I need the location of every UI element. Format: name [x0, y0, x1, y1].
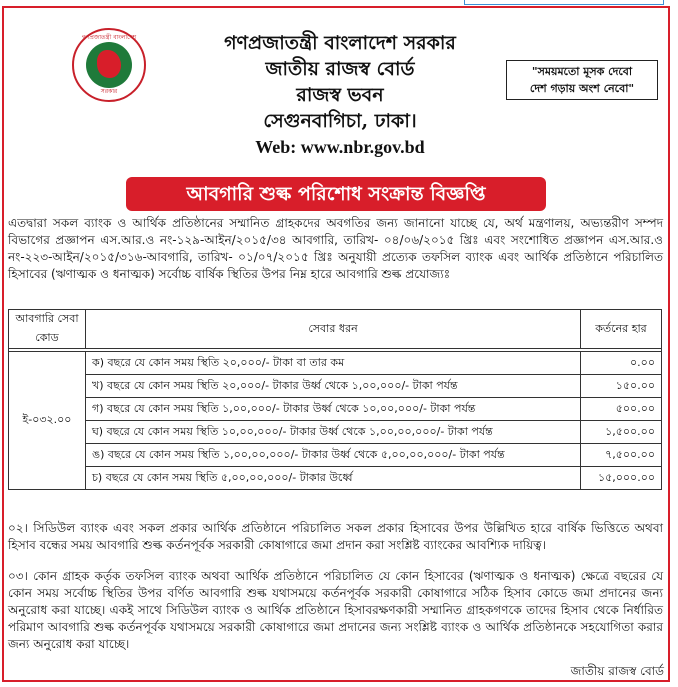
signature: জাতীয় রাজস্ব বোর্ড	[570, 664, 664, 678]
page-header	[150, 30, 530, 160]
table-row	[9, 352, 662, 375]
slogan-box	[506, 60, 658, 100]
rate-value: ০.০০	[581, 352, 662, 375]
address: সেগুনবাগিচা, ঢাকা।	[263, 110, 417, 132]
rate-value: ৫০০.০০	[581, 398, 662, 421]
table-row	[9, 398, 662, 421]
top-strip	[0, 0, 678, 5]
intro-paragraph: এতদ্বারা সকল ব্যাংক ও আর্থিক প্রতিষ্ঠানের সম্মানিত গ্রাহকদের অবগতির জন্য জানানো যাচ্ছে যে, অর্থ মন্ত্রণালয়, অভ্যন্তরীণ সম্পদ বিভাগের প্রজ্ঞাপন এস.আর.ও নং-১২৯-আইন/২০১৫/৩৪ আবগারি, তারিখ- ০৪/০৬/২০১৫ খ্রিঃ এবং সংশোধিত প্রজ্ঞাপন এস.আর.ও নং-২২৩-আইন/২০১৫/৩১৬-আবগারি, তারিখ- ০১/০৭/২০১৫ খ্রিঃ অনুযায়ী প্রত্যেক তফসিল ব্যাংক এবং আর্থিক প্রতিষ্ঠানে পরিচালিত হিসাবের (ঋণাত্মক ও ধনাত্মক) সর্বোচ্চ বার্ষিক স্থিতির উপর নিম্ন হারে আবগারি শুল্ক প্রযোজ্যঃ	[8, 216, 663, 281]
service-type: খ) বছরে যে কোন সময় স্থিতি ২০,০০০/- টাকার উর্ধ্ব থেকে ১,০০,০০০/- টাকা পর্যন্ত	[86, 375, 581, 398]
table-header-row	[9, 310, 662, 349]
seal-bottom-text: সরকার	[100, 88, 118, 95]
service-type: ঘ) বছরে যে কোন সময় স্থিতি ১০,০০,০০০/- টাকার উর্ধ্ব থেকে ১,০০,০০,০০০/- টাকা পর্যন্ত	[86, 421, 581, 444]
service-type: ক) বছরে যে কোন সময় স্থিতি ২০,০০০/- টাকা বা তার কম	[86, 352, 581, 375]
rate-value: ১৫০.০০	[581, 375, 662, 398]
rate-table	[8, 309, 662, 490]
paragraph-3: ০৩। কোন গ্রাহক কর্তৃক তফসিল ব্যাংক অথবা আর্থিক প্রতিষ্ঠানে পরিচালিত যে কোন হিসাবের (ঋণাত্মক ও ধনাত্মক) ক্ষেত্রে বছরের যে কোন সময় সর্বোচ্চ স্থিতির উপর বর্ণিত আবগারি শুল্ক যথাসময়ে কর্তনপূর্বক সরকারী কোষাগারে সঠিক হিসাব কোডে জমা প্রদানের জন্য অনুরোধ করা যাচ্ছে। একই সাথে সিডিউল ব্যাংক ও আর্থিক প্রতিষ্ঠানে হিসাবরক্ষণকারী সম্মানিত গ্রাহকগণকে তাদের হিসাব থেকে নির্ধারিত পরিমাণ আবগারি শুল্ক কর্তনপূর্বক যথাসময়ে সরকারী কোষাগারে জমা প্রদানের জন্য সংশ্লিষ্ট ব্যাংক ও আর্থিক প্রতিষ্ঠানকে সহযোগিতা করার জন্য অনুরোধ করা যাচ্ছে।	[8, 569, 663, 651]
table-row	[9, 444, 662, 467]
slogan-line-2: দেশ গড়ায় অংশ নেবো"	[529, 82, 635, 95]
rate-value: ১,৫০০.০০	[581, 421, 662, 444]
header-service: সেবার ধরন	[86, 310, 581, 349]
government-seal	[72, 28, 146, 102]
header-code: আবগারি সেবা কোড	[9, 310, 86, 349]
service-code: ই-০৩২.০০	[9, 352, 86, 490]
website-url[interactable]: Web: www.nbr.gov.bd	[255, 137, 425, 157]
service-type: গ) বছরে যে কোন সময় স্থিতি ১,০০,০০০/- টাকার উর্ধ্ব থেকে ১০,০০,০০০/- টাকা পর্যন্ত	[86, 398, 581, 421]
board-name: জাতীয় রাজস্ব বোর্ড	[265, 58, 415, 80]
top-strip-box	[464, 0, 664, 5]
rate-value: ৭,৫০০.০০	[581, 444, 662, 467]
seal-ring-text: গণপ্রজাতন্ত্রী বাংলাদেশ	[81, 34, 137, 41]
service-type: ঙ) বছরে যে কোন সময় স্থিতি ১,০০,০০,০০০/- টাকার উর্ধ্ব থেকে ৫,০০,০০,০০০/- টাকা পর্যন্ত	[86, 444, 581, 467]
table-row	[9, 467, 662, 490]
table-row	[9, 375, 662, 398]
seal-map-icon	[97, 50, 121, 78]
notice-title: আবগারি শুল্ক পরিশোধ সংক্রান্ত বিজ্ঞপ্তি	[126, 177, 546, 211]
slogan-line-1: "সময়মতো মূসক দেবো	[531, 65, 633, 78]
rate-value: ১৫,০০০.০০	[581, 467, 662, 490]
table-row	[9, 421, 662, 444]
service-type: চ) বছরে যে কোন সময় স্থিতি ৫,০০,০০,০০০/- টাকার উর্ধ্বে	[86, 467, 581, 490]
building-name: রাজস্ব ভবন	[296, 84, 384, 106]
paragraph-2: ০২। সিডিউল ব্যাংক এবং সকল প্রকার আর্থিক প্রতিষ্ঠানে পরিচালিত সকল প্রকার হিসাবের উপর উল্লিখিত হারে বার্ষিক ভিত্তিতে অথবা হিসাব বন্ধের সময় আবগারি শুল্ক কর্তনপূর্বক সরকারী কোষাগারে জমা প্রদান করা সংশ্লিষ্ট ব্যাংকের আবশ্যিক দায়িত্ব।	[8, 521, 663, 552]
govt-name: গণপ্রজাতন্ত্রী বাংলাদেশ সরকার	[224, 32, 456, 54]
header-rate: কর্তনের হার	[581, 310, 662, 349]
